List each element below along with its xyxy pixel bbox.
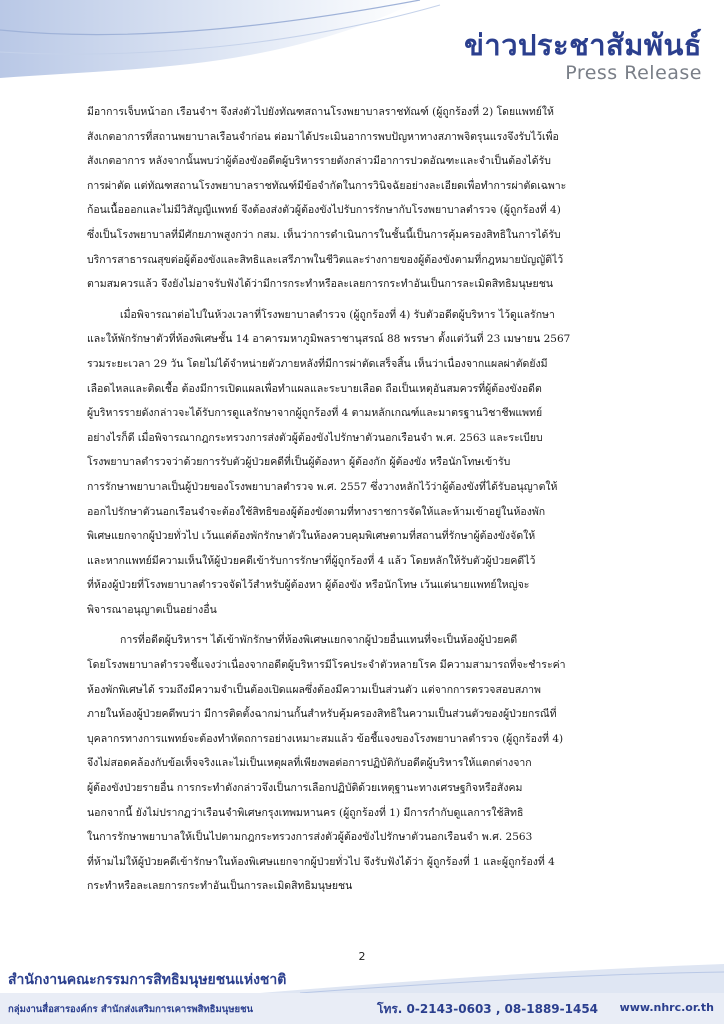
paragraph-1 <box>87 100 704 297</box>
text-line: สังเกตอาการ หลังจากนั้นพบว่าผู้ต้องขังอดีตผู้บริหารรายดังกล่าวมีอาการปวดอัณฑะและจำเป็นต้องได้รับ <box>87 155 551 168</box>
text-line: มีอาการเจ็บหน้าอก เรือนจำฯ จึงส่งตัวไปยังทัณฑสถานโรงพยาบาลราชทัณฑ์ (ผู้ถูกร้องที่ 2) โดยแพทย์ให้ <box>87 106 554 118</box>
text-line: และหากแพทย์มีความเห็นให้ผู้ป่วยคดีเข้ารับการรักษาที่ผู้ถูกร้องที่ 4 แล้ว โดยหลักให้รับตัวผู้ป่วยคดีไว้ <box>87 554 536 567</box>
text-line: นอกจากนี้ ยังไม่ปรากฏว่าเรือนจำพิเศษกรุงเทพมหานคร (ผู้ถูกร้องที่ 1) มีการกำกับดูแลการใช้สิทธิ <box>87 806 524 819</box>
paragraph-2 <box>87 303 704 623</box>
text-line: ก้อนเนื้อออกและไม่มีวิสัญญีแพทย์ จึงต้องส่งตัวผู้ต้องขังไปรับการรักษากับโรงพยาบาลตำรวจ (ผู้ถูกร้องที่ 4) <box>87 204 561 217</box>
text-line: ที่ห้องผู้ป่วยที่โรงพยาบาลตำรวจจัดไว้สำหรับผู้ต้องหา ผู้ต้องขัง หรือนักโทษ เว้นแต่นายแพทย์ใหญ่จะ <box>87 579 530 592</box>
text-line: บุคลากรทางการแพทย์จะต้องทำหัตถการอย่างเหมาะสมแล้ว ข้อชี้แจงของโรงพยาบาลตำรวจ (ผู้ถูกร้องที่ 4) <box>87 732 564 745</box>
text-line: ผู้ต้องขังป่วยรายอื่น การกระทำดังกล่าวจึงเป็นการเลือกปฏิบัติด้วยเหตุฐานะทางเศรษฐกิจหรือสังคม <box>87 782 523 795</box>
text-line: รวมระยะเวลา 29 วัน โดยไม่ได้จำหน่ายตัวภายหลังที่มีการผ่าตัดเสร็จสิ้น เห็นว่าเนื่องจากแผลผ่าตัดยังมี <box>87 357 548 370</box>
text-line: ซึ่งเป็นโรงพยาบาลที่มีศักยภาพสูงกว่า กสม. เห็นว่าการดำเนินการในชั้นนี้เป็นการคุ้มครองสิทธิในการได้รับ <box>87 228 561 241</box>
text-line: ผู้บริหารรายดังกล่าวจะได้รับการดูแลรักษาจากผู้ถูกร้องที่ 4 ตามหลักเกณฑ์และมาตรฐานวิชาชีพแพทย์ <box>87 407 543 420</box>
header-subtitle: Press Release <box>565 62 702 84</box>
footer-organization: สำนักงานคณะกรรมการสิทธิมนุษยชนแห่งชาติ <box>8 972 287 988</box>
text-line: และให้พักรักษาตัวที่ห้องพิเศษชั้น 14 อาคารมหาภูมิพลราชานุสรณ์ 88 พรรษา ตั้งแต่วันที่ 23 เมษายน 2567 <box>87 333 571 346</box>
page-header <box>0 0 724 100</box>
text-line: การรักษาพยาบาลเป็นผู้ป่วยของโรงพยาบาลตำรวจ พ.ศ. 2557 ซึ่งวางหลักไว้ว่าผู้ต้องขังที่ได้รับอนุญาตให้ <box>87 480 558 493</box>
text-line: ภายในห้องผู้ป่วยคดีพบว่า มีการติดตั้งฉากม่านกั้นสำหรับคุ้มครองสิทธิในความเป็นส่วนตัวของผู้ป่วยกรณีที่ <box>87 708 557 721</box>
text-line: พิเศษแยกจากผู้ป่วยทั่วไป เว้นแต่ต้องพักรักษาตัวในห้องควบคุมพิเศษตามที่สถานที่รักษาผู้ต้องขังจัดให้ <box>87 530 536 543</box>
text-line: ออกไปรักษาตัวนอกเรือนจำจะต้องใช้สิทธิของผู้ต้องขังตามที่ทางราชการจัดให้และห้ามเข้าอยู่ในห้องพัก <box>87 505 546 518</box>
header-title: ข่าวประชาสัมพันธ์ <box>464 28 702 62</box>
page-number: 2 <box>358 950 366 963</box>
text-line: โดยโรงพยาบาลตำรวจชี้แจงว่าเนื่องจากอดีตผู้บริหารมีโรคประจำตัวหลายโรค มีความสามารถที่จะชำระค่า <box>87 659 566 672</box>
text-line: อย่างไรก็ดี เมื่อพิจารณากฎกระทรวงการส่งตัวผู้ต้องขังไปรักษาตัวนอกเรือนจำ พ.ศ. 2563 และระเบียบ <box>87 431 543 444</box>
text-line: ตามสมควรแล้ว จึงยังไม่อาจรับฟังได้ว่ามีการกระทำหรือละเลยการกระทำอันเป็นการละเมิดสิทธิมนุษยชน <box>87 278 553 291</box>
text-line: ห้องพักพิเศษได้ รวมถึงมีความจำเป็นต้องเปิดแผลซึ่งต้องมีความเป็นส่วนตัว แต่จากการตรวจสอบสภาพ <box>87 683 541 696</box>
footer-department: กลุ่มงานสื่อสารองค์กร สำนักส่งเสริมการเคารพสิทธิมนุษยชน <box>8 1004 254 1015</box>
article-body <box>87 100 704 905</box>
text-line: บริการสาธารณสุขต่อผู้ต้องขังและสิทธิและเสรีภาพในชีวิตและร่างกายของผู้ต้องขังตามที่กฎหมายบัญญัติไว้ <box>87 253 564 266</box>
text-line: ในการรักษาพยาบาลให้เป็นไปตามกฎกระทรวงการส่งตัวผู้ต้องขังไปรักษาตัวนอกเรือนจำ พ.ศ. 2563 <box>87 831 533 844</box>
text-line: การผ่าตัด แต่ทัณฑสถานโรงพยาบาลราชทัณฑ์มีข้อจำกัดในการวินิจฉัยอย่างละเอียดเพื่อทำการผ่าตัดเฉพาะ <box>87 179 567 192</box>
text-line: สังเกตอาการที่สถานพยาบาลเรือนจำก่อน ต่อมาได้ประเมินอาการพบปัญหาทางสภาพจิตรุนแรงจึงรับไว้เพื่อ <box>87 130 559 143</box>
text-line: จึงไม่สอดคล้องกับข้อเท็จจริงและไม่เป็นเหตุผลที่เพียงพอต่อการปฏิบัติกับอดีตผู้บริหารให้แตกต่างจาก <box>87 757 532 770</box>
text-line: พิจารณาอนุญาตเป็นอย่างอื่น <box>87 603 217 616</box>
text-line: โรงพยาบาลตำรวจว่าด้วยการรับตัวผู้ป่วยคดีที่เป็นผู้ต้องหา ผู้ต้องกัก ผู้ต้องขัง หรือนักโทษเข้ารับ <box>87 456 511 469</box>
text-line: ที่ห้ามไม่ให้ผู้ป่วยคดีเข้ารักษาในห้องพิเศษแยกจากผู้ป่วยทั่วไป จึงรับฟังได้ว่า ผู้ถูกร้องที่ 1 และผู้ถูกร้องที่ 4 <box>87 855 555 868</box>
text-line: เมื่อพิจารณาต่อไปในห้วงเวลาที่โรงพยาบาลตำรวจ (ผู้ถูกร้องที่ 4) รับตัวอดีตผู้บริหาร ไว้ดูแลรักษา <box>120 308 555 321</box>
text-line: การที่อดีตผู้บริหารฯ ได้เข้าพักรักษาที่ห้องพิเศษแยกจากผู้ป่วยอื่นแทนที่จะเป็นห้องผู้ป่วยคดี <box>120 634 518 647</box>
text-line: กระทำหรือละเลยการกระทำอันเป็นการละเมิดสิทธิมนุษยชน <box>87 880 353 893</box>
footer-phone: โทร. 0-2143-0603 , 08-1889-1454 <box>377 1002 599 1016</box>
paragraph-3 <box>87 628 704 899</box>
footer-website-link[interactable]: www.nhrc.or.th <box>619 1001 714 1014</box>
text-line: เลือดไหลและติดเชื้อ ต้องมีการเปิดแผลเพื่อทำแผลและระบายเลือด ถือเป็นเหตุอันสมควรที่ผู้ต้องขังอดีต <box>87 382 542 395</box>
